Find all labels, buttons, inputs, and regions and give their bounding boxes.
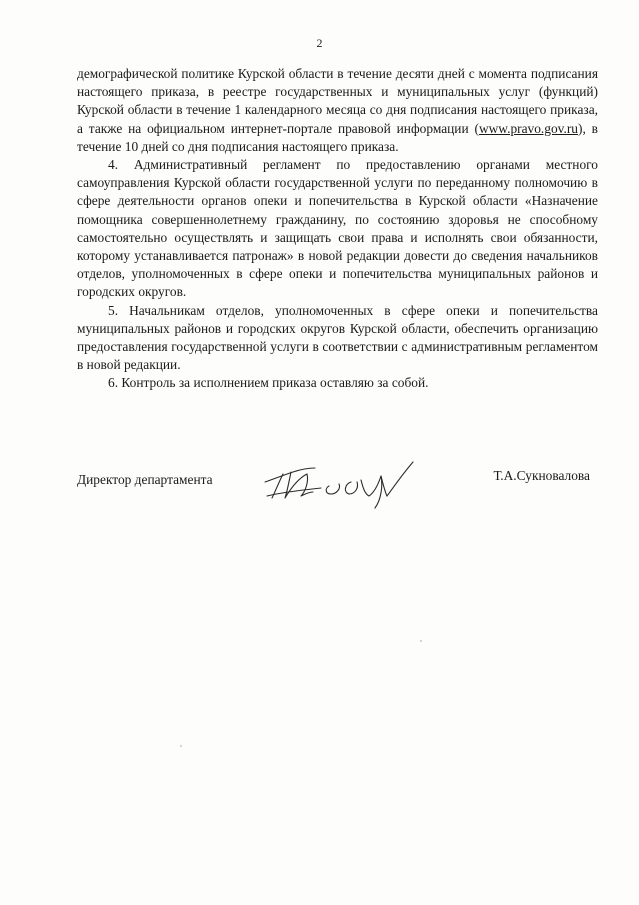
- signatory-name: Т.А.Сукновалова: [493, 468, 590, 483]
- scan-speck: [420, 640, 422, 642]
- signatory-title: Директор департамента: [77, 472, 213, 487]
- paragraph-continued: [77, 65, 598, 156]
- page-number: 2: [316, 36, 323, 50]
- paragraph-continued-text-b: ), в течение 10 дней со дня подписания настоящего приказа.: [77, 120, 598, 154]
- paragraph-6: 6. Контроль за исполнением приказа оставляю за собой.: [108, 375, 429, 391]
- handwritten-signature: [263, 452, 423, 510]
- signature-block: [77, 452, 598, 512]
- document-body: [77, 65, 598, 393]
- paragraph-4: 4. Административный регламент по предоставлению органами местного самоуправления Курской области государственной услуги по переданному полномочию в сфере деятельности органов опеки и попечительства в Курской области «Назначение помощника совершеннолетнему гражданину, по состоянию здоровья не способному самостоятельно осуществлять и защищать свои права и исполнять свои обязанности, которому устанавливается патронаж» в новой редакции довести до сведения начальников отделов, уполномоченных в сфере опеки и попечительства муниципальных районов и городских округов.: [77, 157, 598, 300]
- paragraph-5: 5. Начальникам отделов, уполномоченных в сфере опеки и попечительства муниципальных районов и городских округов Курской области, обеспечить организацию предоставления государственной услуги в соответствии с административным регламентом в новой редакции.: [77, 302, 598, 373]
- paragraph-continued-text-a: демографической политике Курской области в течение десяти дней с момента подписания настоящего приказа, в реестре государственных и муниципальных услуг (функций) Курской области в течение 1 календарного месяца со дня подписания настоящего приказа, а также на официальном интернет-портале правовой информации (: [77, 66, 598, 136]
- pravo-gov-link[interactable]: www.pravo.gov.ru: [478, 120, 578, 136]
- scan-speck: [180, 745, 182, 747]
